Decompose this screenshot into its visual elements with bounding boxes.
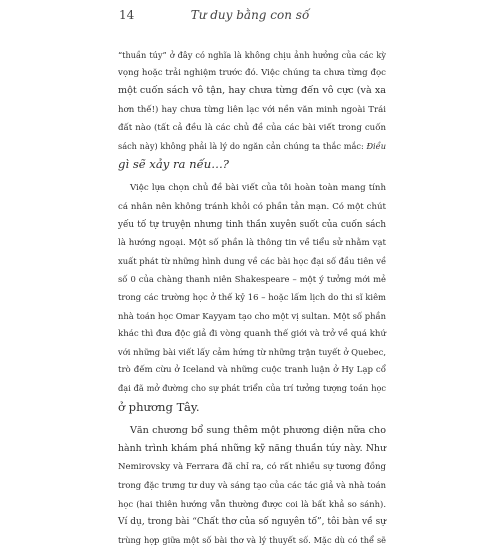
text-line: số 0 của chàng thanh niên Shakespeare – một ý tưởng mới mẻ <box>118 274 386 285</box>
text-line: là hướng ngoại. Một số phần là thông tin về tiểu sử nhằm vạt <box>118 237 386 248</box>
text-line: ở phương Tây. <box>118 399 200 414</box>
text-line-start: sách này) không phải là lý do ngăn cản chúng ta thắc mắc: <box>118 140 364 151</box>
text-line: Văn chương bổ sung thêm một phương diện nữa cho <box>130 424 386 436</box>
italic-line <box>118 155 386 173</box>
text-line: Nemirovsky và Ferrara đã chỉ ra, có rất nhiều sự tương đồng <box>118 462 386 473</box>
italic-phrase: Điều <box>366 140 386 151</box>
page-header <box>0 6 500 30</box>
text-line: một cuốn sách vô tận, hay chưa từng đến vô cực (và xa <box>118 85 386 97</box>
text-line: đại đã mở đường cho sự phát triển của trí tưởng tượng toán học <box>118 383 386 394</box>
text-line: Việc lựa chọn chủ đề bài viết của tôi hoàn toàn mang tính <box>130 183 386 194</box>
paragraph-3 <box>118 422 386 549</box>
text-line: xuất phát từ những hình dung về các bài học đại số đầu tiên về <box>118 256 387 267</box>
text-line: trùng hợp giữa một số bài thơ và lý thuyết số. Mặc dù có thể sẽ <box>118 534 386 545</box>
page-body <box>118 46 386 549</box>
text-line: trong đặc trưng tư duy và sáng tạo của các tác giả và nhà toán <box>118 480 386 491</box>
text-line: Ví dụ, trong bài “Chất thơ của số nguyên tố”, tôi bàn về sự <box>118 516 386 527</box>
text-line: “thuần túy” ở đây có nghĩa là không chịu ảnh hưởng của các kỳ <box>118 50 386 60</box>
paragraph-1 <box>118 46 386 173</box>
text-line: trong các trường học ở thế kỷ 16 – hoặc lấm lịch do thi sĩ kiêm <box>118 292 386 303</box>
page-number: 14 <box>119 8 135 22</box>
text-line: hơn thế!) hay chưa từng liên lạc với nền văn minh ngoài Trái <box>118 104 386 115</box>
text-line: nhà toán học Omar Kayyam tạo cho một vị sultan. Một số phần <box>118 310 386 321</box>
text-line: đất nào (tất cả đều là các chủ đề của các bài viết trong cuốn <box>118 122 386 133</box>
text-line: cá nhân nên không tránh khỏi có phần tản mạn. Có một chút <box>118 201 386 212</box>
text-line: vọng hoặc trải nghiệm trước đó. Việc chúng ta chưa từng đọc <box>118 68 386 79</box>
text-line: học (hai thiên hướng vẫn thường được coi là bất khả so sánh). <box>118 498 386 509</box>
italic-phrase: gì sẽ xảy ra nếu…? <box>118 157 230 172</box>
text-line: yếu tố tự truyện nhưng tinh thần xuyên suốt của cuốn sách <box>118 219 386 230</box>
text-line: khác thì đưa độc giả đi vòng quanh thế giới và trở về quá khứ <box>118 328 386 339</box>
paragraph-2 <box>118 179 386 415</box>
text-line: hành trình khám phá những kỹ năng thuần túy này. Như <box>118 442 386 454</box>
text-line: với những bài viết lấy cảm hứng từ những trận tuyết ở Quebec, <box>118 347 386 357</box>
running-title: Tư duy bằng con số <box>190 8 310 22</box>
text-line-with-italic <box>118 137 386 155</box>
text-line: trò đếm cừu ở Iceland và những cuộc tranh luận ở Hy Lạp cổ <box>118 365 386 376</box>
